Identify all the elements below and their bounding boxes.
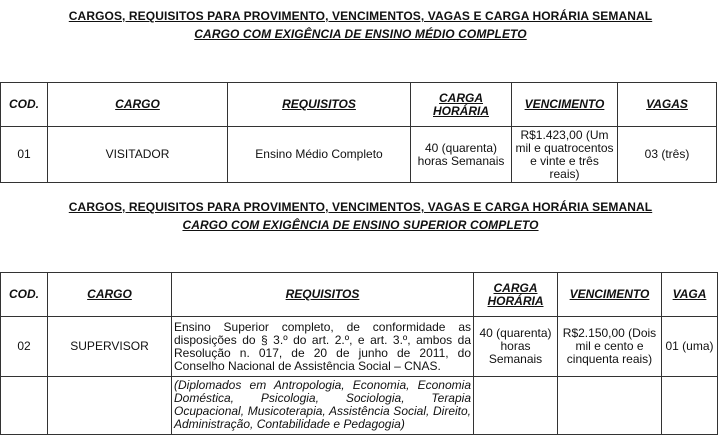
header-vaga: VAGA bbox=[662, 273, 718, 317]
cell-requisitos: Ensino Superior completo, de conformidade as disposições do § 3.º do art. 2.º, e art. 3.º, ambos da Resolução n. 017, de 20 de junho de 2011, do Conselho Nacional de Assistência Social – CNAS. bbox=[172, 317, 474, 377]
cell-vencimento: R$2.150,00 (Dois mil e cento e cinquenta reais) bbox=[558, 317, 662, 377]
cell-empty-cargo bbox=[48, 377, 172, 435]
header-requisitos: REQUISITOS bbox=[228, 83, 411, 127]
table-row bbox=[1, 317, 718, 377]
section1-subtitle: CARGO COM EXIGÊNCIA DE ENSINO MÉDIO COMPLETO bbox=[194, 27, 527, 41]
header-carga-horaria: CARGA HORÁRIA bbox=[411, 83, 512, 127]
section2-title: CARGOS, REQUISITOS PARA PROVIMENTO, VENCIMENTOS, VAGAS E CARGA HORÁRIA SEMANAL bbox=[68, 200, 653, 214]
header-vencimento: VENCIMENTO bbox=[558, 273, 662, 317]
cell-cargo: SUPERVISOR bbox=[48, 317, 172, 377]
cell-empty-vencimento bbox=[558, 377, 662, 435]
cell-cargo: VISITADOR bbox=[48, 127, 228, 183]
cell-vencimento: R$1.423,00 (Um mil e quatrocentos e vinte e três reais) bbox=[512, 127, 618, 183]
table-continuation-row bbox=[1, 377, 718, 435]
section1-title: CARGOS, REQUISITOS PARA PROVIMENTO, VENCIMENTOS, VAGAS E CARGA HORÁRIA SEMANAL bbox=[68, 9, 653, 23]
cell-vaga: 01 (uma) bbox=[662, 317, 718, 377]
table-header-row bbox=[1, 273, 718, 317]
table-row bbox=[1, 127, 717, 183]
header-carga-horaria: CARGA HORÁRIA bbox=[474, 273, 558, 317]
cell-cod: 01 bbox=[1, 127, 48, 183]
header-cargo: CARGO bbox=[48, 83, 228, 127]
cell-empty-vaga bbox=[662, 377, 718, 435]
cell-empty-cod bbox=[1, 377, 48, 435]
header-cod: COD. bbox=[1, 83, 48, 127]
table-header-row bbox=[1, 83, 717, 127]
header-vagas: VAGAS bbox=[618, 83, 717, 127]
table-ensino-superior bbox=[0, 272, 718, 435]
header-vencimento: VENCIMENTO bbox=[512, 83, 618, 127]
cell-requisitos-continuation: (Diplomados em Antropologia, Economia, Economia Doméstica, Psicologia, Sociologia, Terapia Ocupacional, Musicoterapia, Assistência Social, Direito, Administração, Contabilidade e Pedagogia) bbox=[172, 377, 474, 435]
section2-subtitle: CARGO COM EXIGÊNCIA DE ENSINO SUPERIOR COMPLETO bbox=[182, 218, 539, 232]
cell-cod: 02 bbox=[1, 317, 48, 377]
cell-carga-horaria: 40 (quarenta) horas Semanais bbox=[474, 317, 558, 377]
cell-requisitos: Ensino Médio Completo bbox=[228, 127, 411, 183]
header-cargo: CARGO bbox=[48, 273, 172, 317]
cell-empty-carga bbox=[474, 377, 558, 435]
cell-carga-horaria: 40 (quarenta) horas Semanais bbox=[411, 127, 512, 183]
header-requisitos: REQUISITOS bbox=[172, 273, 474, 317]
header-cod: COD. bbox=[1, 273, 48, 317]
cell-vagas: 03 (três) bbox=[618, 127, 717, 183]
table-ensino-medio bbox=[0, 82, 717, 183]
